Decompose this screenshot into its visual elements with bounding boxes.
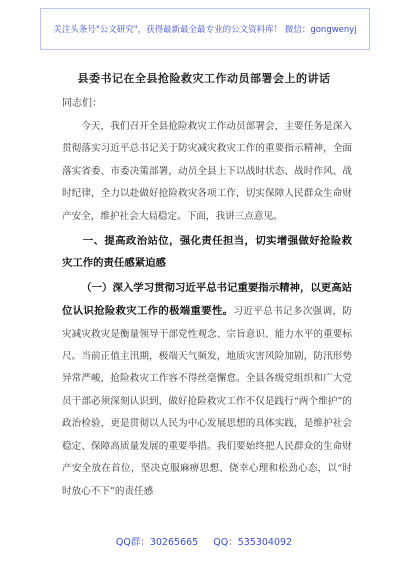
promo-banner-text: 关注头条号"公文研究"，获得最新最全最专业的公文资料库！ 微信：gongwenyj (53, 25, 357, 35)
greeting: 同志们： (62, 98, 102, 109)
contact-footer (0, 534, 408, 548)
subsection-paragraph-1 (62, 277, 352, 503)
document-title: 县委书记在全县抢险救灾工作动员部署会上的讲话 (77, 72, 331, 85)
section-heading-1: 一、提高政治站位，强化责任担当，切实增强做好抢险救灾工作的责任感紧迫感 (62, 235, 352, 270)
promo-banner (40, 8, 370, 50)
intro-paragraph: 今天，我们召开全县抢险救灾工作动员部署会，主要任务是深入贯彻落实习近平总书记关于防灾减灾救灾工作的重要指示精神，全面落实省委、市委决策部署，动员全县上下以战时状态、战时作风、战时纪律，全力以赴做好抢险救灾各项工作，切实保障人民群众生命财产安全，维护社会大局稳定。下面，我讲三点意见。 (62, 121, 352, 222)
subsection-heading-1: （一）深入学习贯彻习近平总书记重要指示精神，以更高站位认识抢险救灾工作的极端重要性。 (62, 281, 352, 318)
qq-text: QQ：535304092 (213, 537, 293, 548)
subsection-body-1: 习近平总书记多次强调，防灾减灾救灾是衡量领导干部党性观念、宗旨意识、能力水平的重要标尺。当前正值主汛期，极端天气频发，地质灾害风险加剧，防汛形势异常严峻，抢险救灾工作容不得丝毫懈怠。全县各级党组织和广大党员干部必须深刻认识到，做好抢险救灾工作不仅是践行“两个维护”的政治检验，更是贯彻以人民为中心发展思想的具体实践，是维护社会稳定、保障高质量发展的重要举措。我们要始终把人民群众的生命财产安全放在首位，坚决克服麻痹思想、侥幸心理和松劲心态，以“时时放心不下”的责任感 (62, 306, 352, 497)
qq-group-text: QQ群：30265665 (115, 537, 199, 548)
document-body (62, 116, 352, 503)
